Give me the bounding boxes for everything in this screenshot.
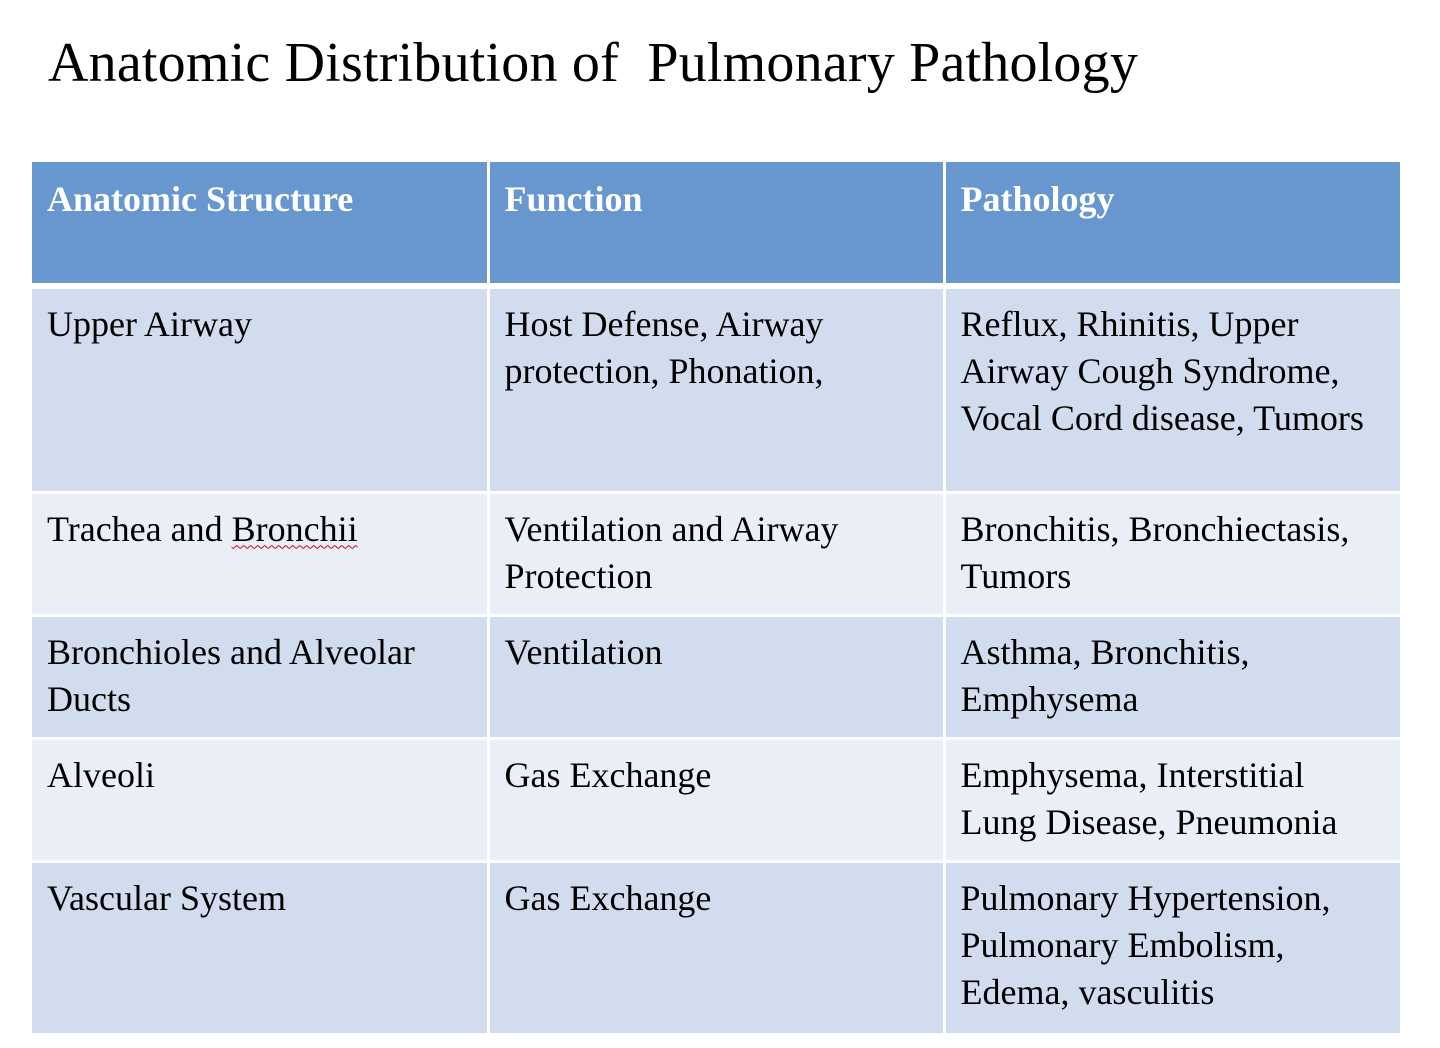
header-pathology: Pathology [944,162,1400,286]
cell-function: Gas Exchange [488,861,944,1033]
pathology-table [32,162,1400,1033]
cell-structure: Bronchioles and Alveolar Ducts [32,615,488,738]
table-row [32,615,1400,738]
cell-function: Ventilation [488,615,944,738]
cell-structure: Upper Airway [32,286,488,492]
cell-pathology: Emphysema, Interstitial Lung Disease, Pneumonia [944,738,1400,861]
spellcheck-flagged-word: Bronchii [231,508,358,549]
header-function: Function [488,162,944,286]
cell-function: Host Defense, Airway protection, Phonation, [488,286,944,492]
table-row [32,738,1400,861]
cell-function: Ventilation and Airway Protection [488,492,944,615]
table-header-row [32,162,1400,286]
cell-structure: Alveoli [32,738,488,861]
cell-pathology: Pulmonary Hypertension, Pulmonary Embolism, Edema, vasculitis [944,861,1400,1033]
slide-title: Anatomic Distribution of Pulmonary Pathology [48,32,1139,94]
table-row [32,286,1400,492]
cell-pathology: Reflux, Rhinitis, Upper Airway Cough Syndrome, Vocal Cord disease, Tumors [944,286,1400,492]
cell-function: Gas Exchange [488,738,944,861]
cell-structure [32,492,488,615]
cell-structure: Vascular System [32,861,488,1033]
cell-pathology: Asthma, Bronchitis, Emphysema [944,615,1400,738]
table-row [32,861,1400,1033]
header-anatomic-structure: Anatomic Structure [32,162,488,286]
structure-text: Trachea and [47,508,232,549]
cell-pathology: Bronchitis, Bronchiectasis, Tumors [944,492,1400,615]
table-row [32,492,1400,615]
